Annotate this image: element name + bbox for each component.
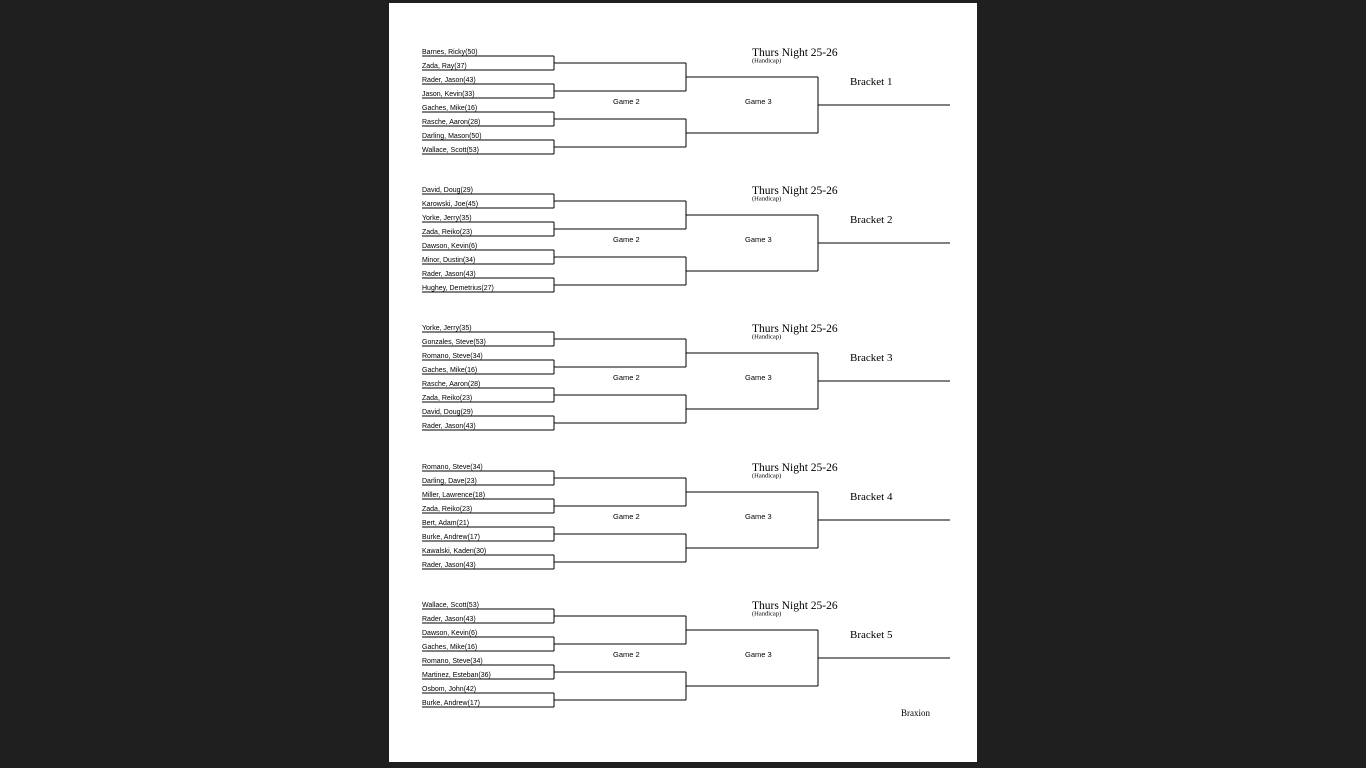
player-name: Burke, Andrew(17) <box>422 534 480 541</box>
player-name: David, Doug(29) <box>422 187 473 194</box>
player-name: Darling, Dave(23) <box>422 478 477 485</box>
player-name: Kawalski, Kaden(30) <box>422 548 487 555</box>
player-name: Rasche, Aaron(28) <box>422 381 481 388</box>
bracket-label: Bracket 5 <box>850 629 893 641</box>
bracket-subtitle: (Handicap) <box>752 57 782 65</box>
player-name: Dawson, Kevin(6) <box>422 630 478 637</box>
player-name: Bert, Adam(21) <box>422 520 470 527</box>
bracket-sheet-page <box>389 3 977 762</box>
player-name: Wallace, Scott(53) <box>422 147 479 154</box>
game2-label: Game 2 <box>613 512 640 521</box>
player-name: Yorke, Jerry(35) <box>422 325 472 332</box>
bracket-title: Thurs Night 25-26 <box>752 600 838 612</box>
game3-label: Game 3 <box>745 512 772 521</box>
player-name: Osbom, John(42) <box>422 686 477 693</box>
footer-text: Braxion <box>901 708 930 718</box>
bracket-title: Thurs Night 25-26 <box>752 462 838 474</box>
game2-label: Game 2 <box>613 650 640 659</box>
bracket-label: Bracket 1 <box>850 76 893 88</box>
player-name: Martinez, Esteban(36) <box>422 672 491 679</box>
bracket-title: Thurs Night 25-26 <box>752 185 838 197</box>
game3-label: Game 3 <box>745 235 772 244</box>
bracket-sheet <box>389 3 977 762</box>
game3-label: Game 3 <box>745 97 772 106</box>
game3-label: Game 3 <box>745 650 772 659</box>
player-name: Barnes, Ricky(50) <box>422 49 478 56</box>
player-name: Rader, Jason(43) <box>422 562 476 569</box>
player-name: David, Doug(29) <box>422 409 473 416</box>
player-name: Yorke, Jerry(35) <box>422 215 472 222</box>
player-name: Dawson, Kevin(6) <box>422 243 478 250</box>
player-name: Gonzales, Steve(53) <box>422 339 486 346</box>
bracket-subtitle: (Handicap) <box>752 472 782 480</box>
player-name: Zada, Reiko(23) <box>422 229 473 236</box>
bracket-subtitle: (Handicap) <box>752 333 782 341</box>
player-name: Romano, Steve(34) <box>422 658 483 665</box>
game2-label: Game 2 <box>613 373 640 382</box>
player-name: Rader, Jason(43) <box>422 271 476 278</box>
player-name: Romano, Steve(34) <box>422 464 483 471</box>
player-name: Gaches, Mike(16) <box>422 644 478 651</box>
player-name: Darling, Mason(50) <box>422 133 482 140</box>
bracket-label: Bracket 2 <box>850 214 893 226</box>
player-name: Burke, Andrew(17) <box>422 700 480 707</box>
player-name: Zada, Reiko(23) <box>422 506 473 513</box>
player-name: Miller, Lawrence(18) <box>422 492 486 499</box>
bracket-subtitle: (Handicap) <box>752 610 782 618</box>
player-name: Hughey, Demetrius(27) <box>422 285 494 292</box>
player-name: Rader, Jason(43) <box>422 616 476 623</box>
player-name: Karowski, Joe(45) <box>422 201 479 208</box>
game2-label: Game 2 <box>613 235 640 244</box>
bracket-title: Thurs Night 25-26 <box>752 323 838 335</box>
bracket-subtitle: (Handicap) <box>752 195 782 203</box>
player-name: Minor, Dustin(34) <box>422 257 476 264</box>
bracket-label: Bracket 3 <box>850 352 893 364</box>
player-name: Wallace, Scott(53) <box>422 602 479 609</box>
player-name: Zada, Ray(37) <box>422 63 467 70</box>
player-name: Rasche, Aaron(28) <box>422 119 481 126</box>
bracket-title: Thurs Night 25-26 <box>752 47 838 59</box>
player-name: Rader, Jason(43) <box>422 423 476 430</box>
bracket-label: Bracket 4 <box>850 491 893 503</box>
player-name: Rader, Jason(43) <box>422 77 476 84</box>
player-name: Jason, Kevin(33) <box>422 91 475 98</box>
game2-label: Game 2 <box>613 97 640 106</box>
player-name: Gaches, Mike(16) <box>422 105 478 112</box>
player-name: Gaches, Mike(16) <box>422 367 478 374</box>
game3-label: Game 3 <box>745 373 772 382</box>
player-name: Romano, Steve(34) <box>422 353 483 360</box>
player-name: Zada, Reiko(23) <box>422 395 473 402</box>
